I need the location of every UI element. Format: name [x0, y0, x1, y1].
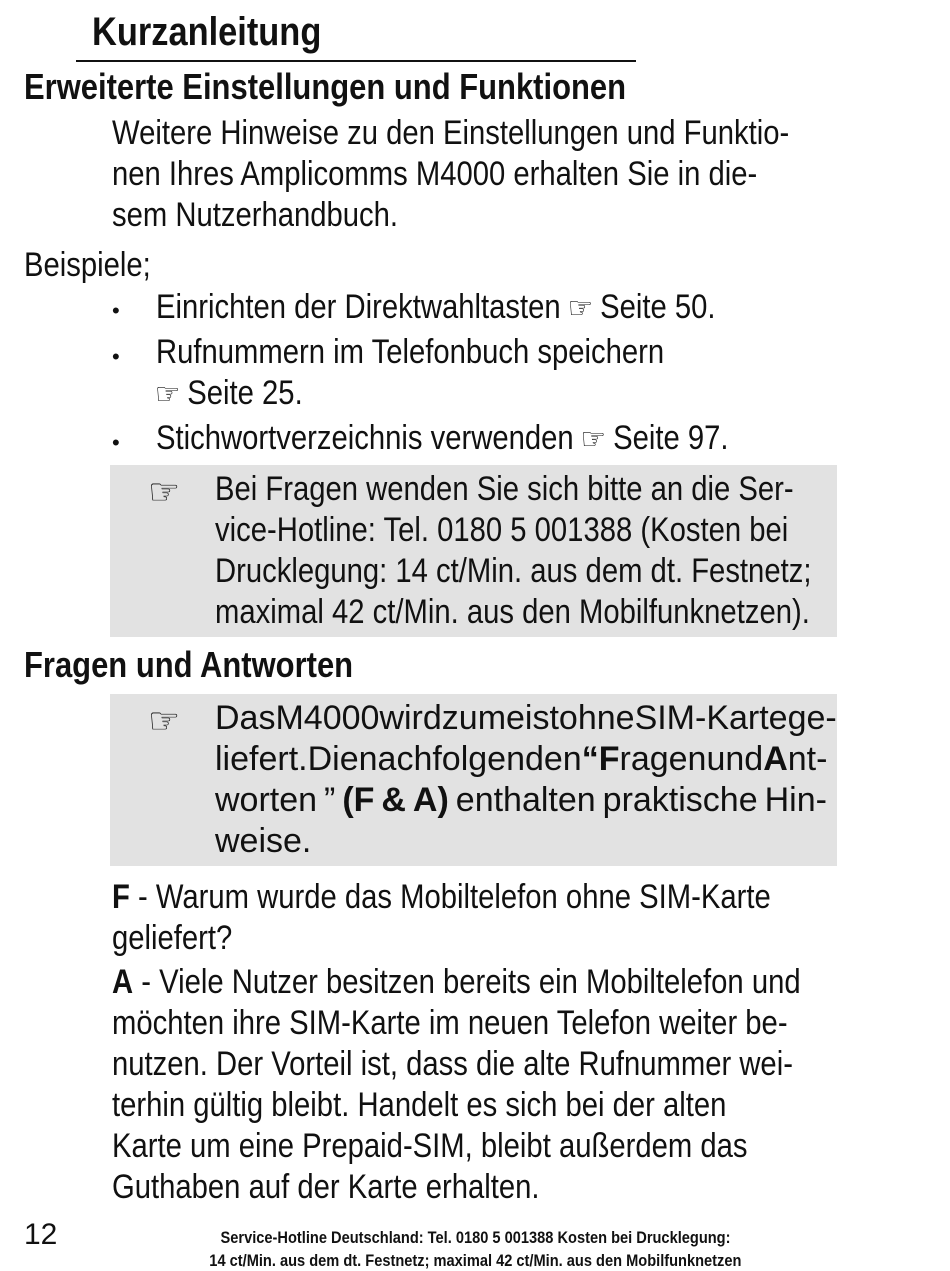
pointing-hand-icon: ☞: [148, 471, 181, 512]
note-line: worten ” (F & A) enthalten praktische Hin-: [215, 781, 827, 819]
page-reference-link[interactable]: Seite 25.: [187, 374, 303, 412]
page-reference-link[interactable]: Seite 50.: [600, 288, 716, 326]
footer-hotline-line: Service-Hotline Deutschland: Tel. 0180 5 001388 Kosten bei Drucklegung:: [220, 1228, 730, 1247]
list-item-text: Einrichten der Direktwahltasten: [156, 288, 561, 326]
bullet-icon: •: [112, 298, 120, 323]
section-heading-faq: Fragen und Antworten: [24, 644, 354, 685]
page-reference-link[interactable]: Seite 97.: [613, 419, 729, 457]
question-label: F: [112, 878, 130, 916]
answer-line: Karte um eine Prepaid-SIM, bleibt außerdem das: [112, 1127, 748, 1165]
note-line: Bei Fragen wenden Sie sich bitte an die Ser-: [215, 470, 794, 508]
note-line: maximal 42 ct/Min. aus den Mobilfunknetzen).: [215, 593, 810, 631]
note-line: Das M4000 wird zumeist ohne SIM-Karte ge-: [215, 699, 837, 737]
question-block: [112, 877, 878, 959]
pointer-hand-icon: ☞: [154, 378, 181, 411]
note-line: Drucklegung: 14 ct/Min. aus dem dt. Festnetz;: [215, 552, 812, 590]
list-item: [156, 287, 807, 329]
list-item-text: Rufnummern im Telefonbuch speichern: [156, 333, 665, 371]
hotline-note-box: [110, 465, 837, 637]
footer-hotline-line: 14 ct/Min. aus dem dt. Festnetz; maximal 42 ct/Min. aus den Mobilfunknetzen: [208, 1251, 742, 1270]
answer-block: [112, 962, 913, 1208]
intro-paragraph: [112, 113, 899, 236]
intro-line: Weitere Hinweise zu den Einstellungen und Funktio-: [112, 114, 790, 152]
note-line: liefert. Die nachfolgenden “Fragen und Ant-: [215, 740, 828, 778]
chapter-rule: [76, 60, 636, 62]
list-item: [156, 332, 747, 414]
note-line: weise.: [215, 822, 312, 860]
bullet-icon: •: [112, 430, 120, 455]
pointing-hand-icon: ☞: [148, 700, 181, 741]
pointer-hand-icon: ☞: [580, 423, 607, 456]
list-item-text: Stichwortverzeichnis verwenden: [156, 419, 574, 457]
page-number: 12: [24, 1218, 58, 1251]
answer-label: A: [112, 963, 134, 1001]
answer-line: terhin gültig bleibt. Handelt es sich bei der alten: [112, 1086, 727, 1124]
bullet-icon: •: [112, 344, 120, 369]
faq-note-box: [110, 694, 837, 866]
examples-label: Beispiele;: [24, 246, 151, 284]
intro-line: sem Nutzerhandbuch.: [112, 196, 399, 234]
chapter-title: Kurzanleitung: [92, 10, 322, 54]
note-line: vice-Hotline: Tel. 0180 5 001388 (Kosten bei: [215, 511, 789, 549]
intro-line: nen Ihres Amplicomms M4000 erhalten Sie in die-: [112, 155, 758, 193]
answer-line: Guthaben auf der Karte erhalten.: [112, 1168, 540, 1206]
answer-line: - Viele Nutzer besitzen bereits ein Mobiltelefon und: [133, 963, 801, 1001]
section-heading-settings: Erweiterte Einstellungen und Funktionen: [24, 66, 627, 107]
question-line: geliefert?: [112, 919, 233, 957]
question-line: - Warum wurde das Mobiltelefon ohne SIM-Karte: [129, 878, 771, 916]
list-item: [156, 418, 822, 460]
pointer-hand-icon: ☞: [567, 292, 594, 325]
answer-line: möchten ihre SIM-Karte im neuen Telefon weiter be-: [112, 1004, 788, 1042]
answer-line: nutzen. Der Vorteil ist, dass die alte Rufnummer wei-: [112, 1045, 793, 1083]
